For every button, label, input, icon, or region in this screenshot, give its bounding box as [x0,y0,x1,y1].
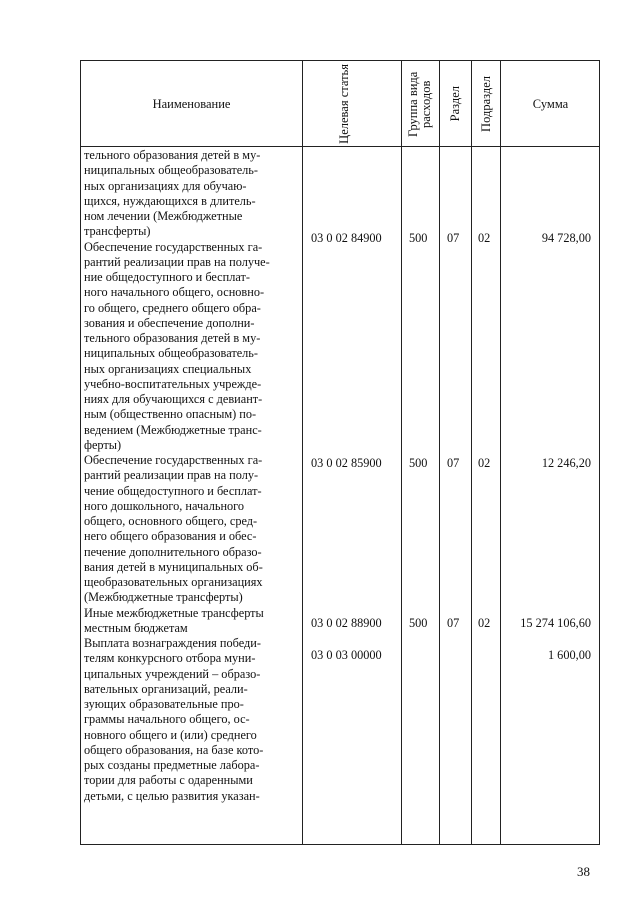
name-line: рантий реализации прав на полу- [84,468,259,483]
column-divider [500,61,501,844]
name-line: граммы начального общего, ос- [84,712,250,727]
header-target-label: Целевая статья [336,64,351,144]
column-divider [401,61,402,844]
name-line: ципальных учреждений – образо- [84,666,261,681]
name-line: учебно-воспитательных учрежде- [84,376,262,391]
row-2-group: 500 [409,456,428,470]
name-line: зования и обеспечение дополни- [84,315,255,330]
header-name-label: Наименование [152,96,231,111]
name-line: щихся, нуждающихся в длитель- [84,193,256,208]
name-line: него общего образования и обес- [84,529,257,544]
name-column-text [84,148,297,804]
name-line: рых созданы предметные лабора- [84,758,260,772]
header-sum-label: Сумма [532,96,569,111]
budget-table [80,60,600,845]
row-2-subsection: 02 [478,456,491,470]
name-line: телям конкурсного отбора муни- [84,651,256,666]
name-line: Иные межбюджетные трансферты [84,605,264,620]
name-line: тельного образования детей в му- [84,148,261,162]
row-3-section: 07 [447,616,460,630]
name-line: ниципальных общеобразователь- [84,163,259,178]
name-line: ного начального общего, основно- [84,285,265,300]
name-line: зующих образовательные про- [84,697,244,711]
name-line: новного общего и (или) среднего [84,727,257,742]
name-line: ном лечении (Межбюджетные [84,209,243,223]
row-1-subsection: 02 [478,231,491,245]
row-1-group: 500 [409,231,428,245]
name-line: местным бюджетам [84,620,188,635]
name-line: ниях для обучающихся с девиант- [84,392,263,406]
column-divider [302,61,303,844]
row-1-target: 03 0 02 84900 [311,231,382,245]
row-1-section: 07 [447,231,460,245]
row-3-target: 03 0 02 88900 [311,616,382,630]
name-line: го общего, среднего общего обра- [84,300,261,315]
name-line: чение общедоступного и бесплат- [84,483,262,498]
name-line: тельного образования детей в му- [84,331,261,345]
header-section [440,61,471,147]
row-2-sum: 12 246,20 [541,456,591,470]
name-line: тории для работы с одаренными [84,773,253,788]
name-line: (Межбюджетные трансферты) [84,590,243,605]
header-section-label: Раздел [448,86,462,122]
header-group-label: Группа вида расходов [405,71,433,137]
header-subsection [472,61,500,147]
header-sum [501,61,600,147]
row-1-sum: 94 728,00 [541,231,591,245]
name-line: вательных организаций, реали- [84,681,248,696]
name-line: печение дополнительного образо- [84,544,262,559]
name-line: детьми, с целью развития указан- [84,788,260,803]
column-divider [471,61,472,844]
row-3-group: 500 [409,616,428,630]
row-2-target: 03 0 02 85900 [311,456,382,470]
row-4-target: 03 0 03 00000 [311,648,382,662]
name-line: Выплата вознаграждения победи- [84,636,261,650]
row-4-sum: 1 600,00 [547,648,591,662]
header-name [81,61,302,147]
column-divider [439,61,440,844]
name-line: щеобразовательных организациях [84,575,263,589]
header-group [402,61,439,147]
row-3-subsection: 02 [478,616,491,630]
name-line: ние общедоступного и бесплат- [84,270,250,284]
name-line: ных организациях специальных [84,361,252,376]
name-line: ных организациях для обучаю- [84,178,247,193]
name-line: трансферты) [84,224,151,239]
name-line: Обеспечение государственных га- [84,239,263,254]
name-line: ным (общественно опасным) по- [84,407,257,422]
page-number: 38 [577,864,590,879]
name-line: ферты) [84,437,122,452]
name-line: вания детей в муниципальных об- [84,559,263,574]
name-line: общего образования, на базе кото- [84,742,264,757]
name-line: Обеспечение государственных га- [84,453,263,467]
header-target [302,61,401,147]
header-subsection-label: Подраздел [478,76,493,132]
name-line: ниципальных общеобразователь- [84,346,259,361]
row-2-section: 07 [447,456,460,470]
row-3-sum: 15 274 106,60 [520,616,591,630]
name-line: общего, основного общего, сред- [84,514,258,528]
name-line: ведением (Межбюджетные транс- [84,422,262,437]
name-line: ного дошкольного, начального [84,498,245,513]
name-line: рантий реализации прав на получе- [84,254,270,269]
